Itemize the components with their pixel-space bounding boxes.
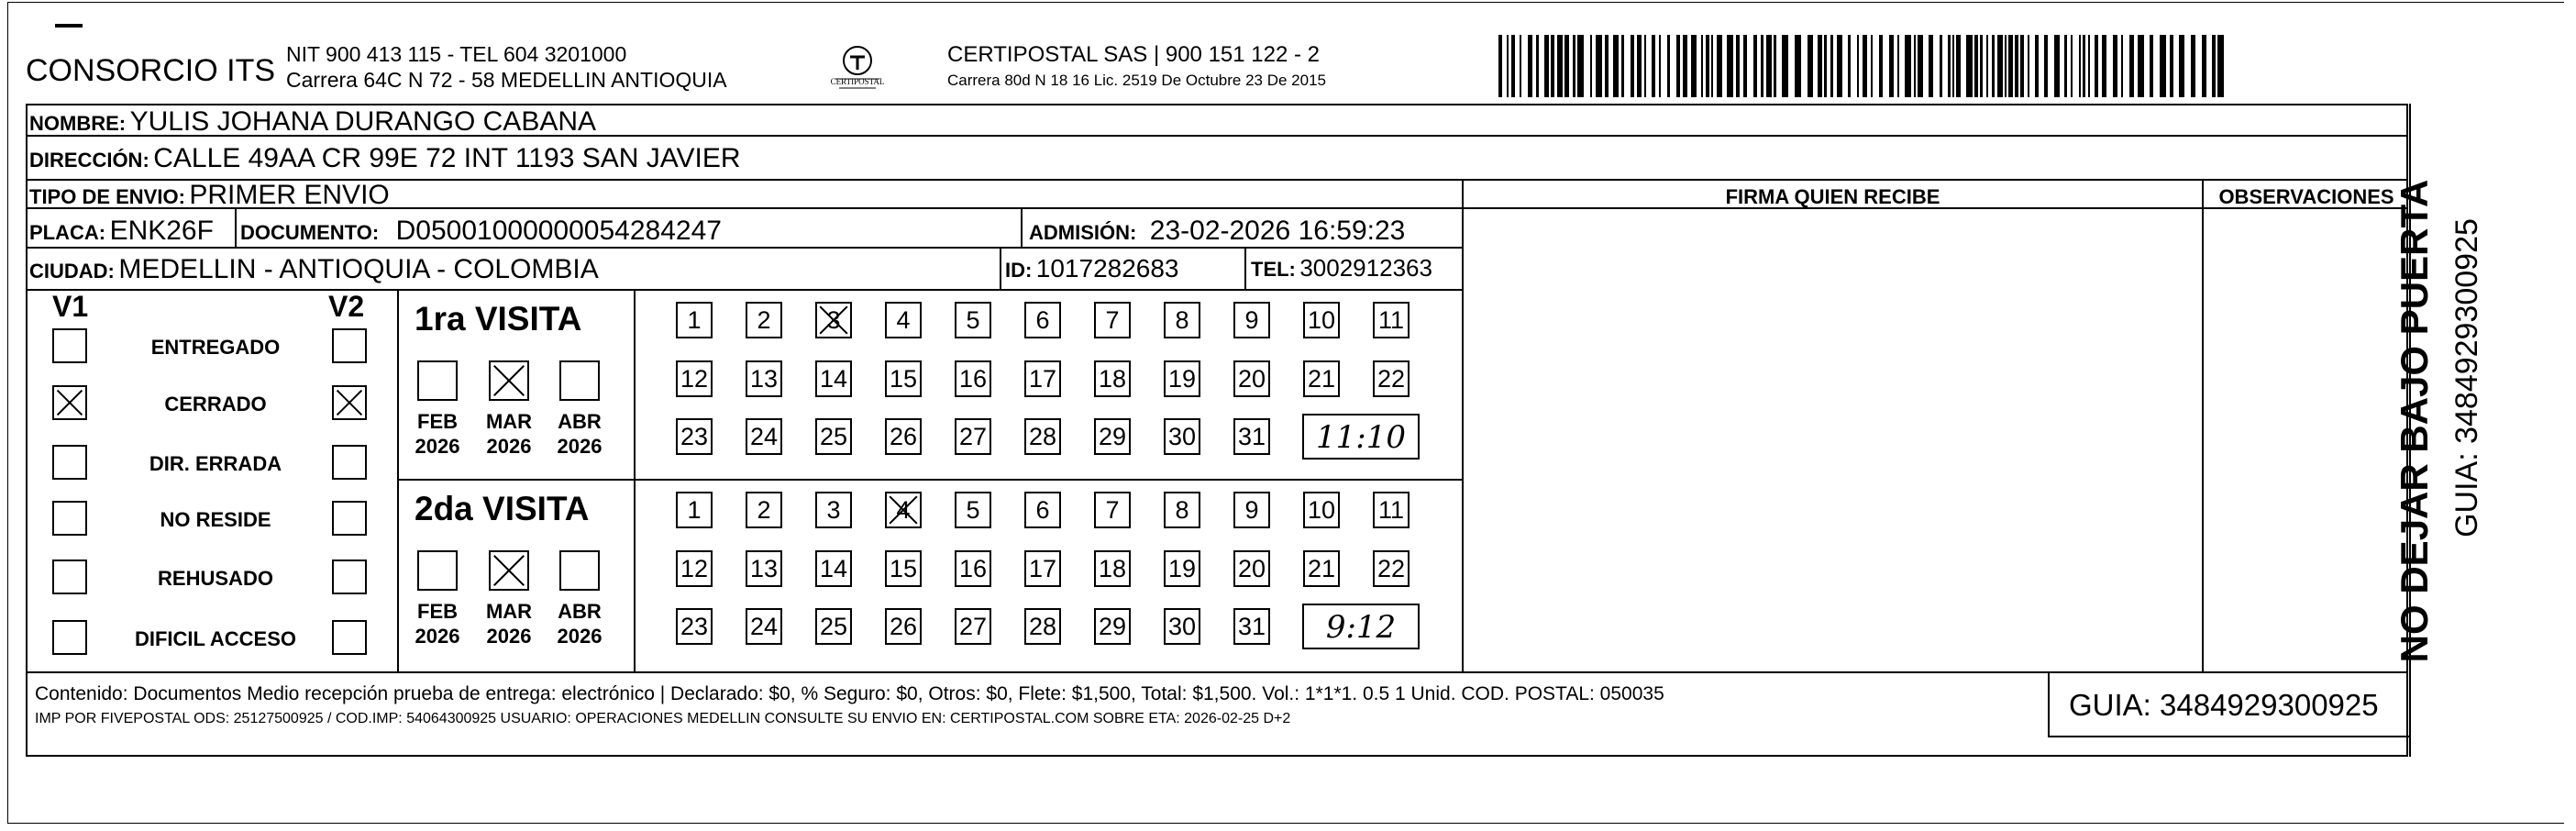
v2-checkbox[interactable] <box>332 501 367 536</box>
barcode-bar <box>1782 35 1788 97</box>
day-checkbox[interactable]: 28 <box>1024 418 1061 455</box>
barcode-bar <box>2121 35 2123 97</box>
bottom-edge <box>7 823 2564 824</box>
month-name: ABR <box>558 410 602 433</box>
barcode-bar <box>1824 35 1827 97</box>
barcode-bar <box>2083 35 2085 97</box>
barcode-bar <box>2020 35 2024 97</box>
month-checkbox[interactable] <box>417 550 458 591</box>
barcode-bar <box>1528 35 1532 97</box>
barcode-bar <box>1952 35 1954 97</box>
barcode-bar <box>2150 35 2153 97</box>
barcode-bar <box>1701 35 1703 97</box>
month-label <box>547 409 612 459</box>
row-line-4 <box>26 247 1464 249</box>
barcode-bar <box>1857 35 1859 97</box>
certipostal-line: CERTIPOSTAL SAS | 900 151 122 - 2 <box>947 42 1320 67</box>
type-value: PRIMER ENVIO <box>189 180 390 210</box>
day-checkbox[interactable]: 10 <box>1303 302 1340 338</box>
barcode-bar <box>1848 35 1851 97</box>
barcode-bar <box>2079 35 2081 97</box>
day-checkbox[interactable]: 15 <box>885 360 922 397</box>
barcode-bar <box>1889 35 1894 97</box>
day-checkbox[interactable]: 4 <box>885 302 922 338</box>
barcode-bar <box>1511 35 1515 97</box>
barcode-bar <box>1577 35 1584 97</box>
day-checkbox[interactable]: 25 <box>815 418 852 455</box>
barcode-bar <box>1761 35 1763 97</box>
sep-tel <box>1244 247 1246 289</box>
visit-title: 1ra VISITA <box>415 300 582 338</box>
barcode-bar <box>1498 35 1502 97</box>
day-checkbox[interactable]: 6 <box>1024 492 1061 528</box>
v1-checkbox[interactable] <box>52 445 87 480</box>
barcode-bar <box>2212 35 2216 97</box>
day-checkbox[interactable]: 3 <box>815 492 852 528</box>
plate-label: PLACA: <box>29 221 106 244</box>
day-checkbox[interactable]: 22 <box>1373 360 1410 397</box>
corner-mark <box>55 24 83 28</box>
barcode-bar <box>1520 35 1521 97</box>
month-year: 2026 <box>486 625 532 648</box>
v1-checkbox[interactable] <box>52 385 87 420</box>
barcode-bar <box>2202 35 2206 97</box>
barcode-bar <box>1573 35 1575 97</box>
sep-admision <box>1021 207 1023 247</box>
id-value: 1017282683 <box>1035 254 1179 283</box>
v2-label: V2 <box>328 290 365 323</box>
day-checkbox[interactable]: 15 <box>885 550 922 587</box>
admission-label: ADMISIÓN: <box>1029 221 1137 244</box>
day-checkbox[interactable]: 2 <box>746 492 782 528</box>
sig-col-line <box>1462 179 1464 672</box>
barcode-bar <box>2035 35 2039 97</box>
day-checkbox[interactable]: 3 <box>815 302 852 338</box>
month-year: 2026 <box>415 625 460 648</box>
license-line: Carrera 80d N 18 16 Lic. 2519 De Octubre 23 De 2015 <box>947 72 1326 89</box>
barcode-bar <box>1613 35 1619 97</box>
day-checkbox[interactable]: 30 <box>1164 418 1200 455</box>
barcode-bar <box>1897 35 1899 97</box>
month-year: 2026 <box>557 435 603 458</box>
barcode-bar <box>2113 35 2117 97</box>
barcode-bar <box>2028 35 2029 97</box>
barcode-bar <box>1605 35 1609 97</box>
side-warning: NO DEJAR BAJO PUERTA <box>2393 179 2436 663</box>
barcode-bar <box>1879 35 1883 97</box>
v2-checkbox[interactable] <box>332 328 367 363</box>
name-label: NOMBRE: <box>29 112 127 135</box>
barcode-bar <box>1564 35 1569 97</box>
barcode-bar <box>2170 35 2173 97</box>
barcode-bar <box>1743 35 1747 97</box>
logo-text: CERTIPOSTAL <box>830 77 885 86</box>
day-checkbox[interactable]: 22 <box>1373 550 1410 587</box>
day-checkbox[interactable]: 7 <box>1094 492 1131 528</box>
obs-col-line <box>2202 179 2204 672</box>
day-checkbox[interactable]: 27 <box>955 608 991 645</box>
barcode-bar <box>1590 35 1592 97</box>
day-checkbox[interactable]: 14 <box>815 550 852 587</box>
day-checkbox[interactable]: 6 <box>1024 302 1061 338</box>
barcode-bar <box>1667 35 1670 97</box>
month-year: 2026 <box>557 625 603 648</box>
signature-header: FIRMA QUIEN RECIBE <box>1725 185 1940 208</box>
v2-checkbox[interactable] <box>332 560 367 594</box>
barcode-bar <box>1956 35 1961 97</box>
barcode-bar <box>1997 35 2003 97</box>
barcode-bar <box>1683 35 1687 97</box>
day-checkbox[interactable]: 29 <box>1094 608 1131 645</box>
admission-value: 23-02-2026 16:59:23 <box>1149 216 1406 246</box>
month-name: FEB <box>417 410 458 433</box>
day-checkbox[interactable]: 13 <box>746 550 782 587</box>
barcode-bar <box>1596 35 1602 97</box>
barcode-bar <box>1736 35 1740 97</box>
barcode-bar <box>1637 35 1642 97</box>
barcode-bar <box>1914 35 1916 97</box>
barcode-bar <box>1966 35 1973 97</box>
month-checkbox[interactable] <box>559 360 600 401</box>
day-checkbox[interactable]: 1 <box>676 302 713 338</box>
barcode-bar <box>2088 35 2090 97</box>
day-checkbox[interactable]: 8 <box>1164 302 1200 338</box>
day-checkbox[interactable]: 23 <box>676 608 713 645</box>
barcode-bar <box>1974 35 1978 97</box>
day-checkbox[interactable]: 9 <box>1233 302 1270 338</box>
day-checkbox[interactable]: 26 <box>885 418 922 455</box>
month-name: MAR <box>485 600 533 623</box>
id-label: ID: <box>1005 259 1033 282</box>
type-label: TIPO DE ENVIO: <box>29 185 185 208</box>
day-checkbox[interactable]: 25 <box>815 608 852 645</box>
barcode-bar <box>1774 35 1776 97</box>
status-label: NO RESIDE <box>160 508 271 531</box>
barcode-bar <box>1659 35 1661 97</box>
barcode-bar <box>1557 35 1563 97</box>
certipostal-logo <box>830 42 885 95</box>
name-value: YULIS JOHANA DURANGO CABANA <box>129 106 597 137</box>
address-value: CALLE 49AA CR 99E 72 INT 1193 SAN JAVIER <box>153 143 741 173</box>
barcode-bar <box>1727 35 1733 97</box>
barcode-bar <box>1905 35 1911 97</box>
v1-checkbox[interactable] <box>52 328 87 363</box>
barcode <box>1498 35 2228 97</box>
city-label: CIUDAD: <box>29 260 115 283</box>
tel-value: 3002912363 <box>1299 254 1432 282</box>
day-checkbox[interactable]: 16 <box>955 360 991 397</box>
barcode-bar <box>1766 35 1772 97</box>
day-checkbox[interactable]: 13 <box>746 360 782 397</box>
barcode-bar <box>2054 35 2060 97</box>
status-label: DIFICIL ACCESO <box>134 627 296 650</box>
barcode-bar <box>1631 35 1634 97</box>
status-label: DIR. ERRADA <box>149 452 282 475</box>
status-label: CERRADO <box>164 393 267 416</box>
v2-checkbox[interactable] <box>332 620 367 655</box>
left-edge <box>7 2 8 823</box>
day-checkbox[interactable]: 28 <box>1024 608 1061 645</box>
barcode-bar <box>1544 35 1549 97</box>
month-checkbox[interactable] <box>417 360 458 401</box>
day-checkbox[interactable]: 16 <box>955 550 991 587</box>
day-checkbox[interactable]: 12 <box>676 360 713 397</box>
day-checkbox[interactable]: 24 <box>746 608 782 645</box>
day-checkbox[interactable]: 17 <box>1024 550 1061 587</box>
day-checkbox[interactable]: 18 <box>1094 550 1131 587</box>
day-checkbox[interactable]: 30 <box>1164 608 1200 645</box>
barcode-bar <box>2102 35 2106 97</box>
barcode-bar <box>1940 35 1942 97</box>
day-checkbox[interactable]: 14 <box>815 360 852 397</box>
barcode-bar <box>1808 35 1813 97</box>
barcode-bar <box>1830 35 1833 97</box>
barcode-bar <box>1948 35 1951 97</box>
visit-title: 2da VISITA <box>415 490 590 527</box>
company-nit: NIT 900 413 115 - TEL 604 3201000 <box>286 42 627 66</box>
month-checkbox[interactable] <box>489 360 529 401</box>
day-checkbox[interactable]: 11 <box>1373 302 1410 338</box>
v1-label: V1 <box>52 290 89 323</box>
city-value: MEDELLIN - ANTIOQUIA - COLOMBIA <box>118 254 599 284</box>
day-checkbox[interactable]: 18 <box>1094 360 1131 397</box>
month-checkbox[interactable] <box>489 550 529 591</box>
top-edge <box>7 2 2564 3</box>
document-value: D05001000000054284247 <box>395 216 722 246</box>
v1-checkbox[interactable] <box>52 620 87 655</box>
barcode-bar <box>1863 35 1867 97</box>
footer-divider <box>2048 671 2050 736</box>
day-checkbox[interactable]: 31 <box>1233 418 1270 455</box>
barcode-bar <box>2129 35 2134 97</box>
month-checkbox[interactable] <box>559 550 600 591</box>
barcode-bar <box>1652 35 1655 97</box>
day-checkbox[interactable]: 17 <box>1024 360 1061 397</box>
day-checkbox[interactable]: 5 <box>955 302 991 338</box>
status-label: ENTREGADO <box>150 336 281 359</box>
day-checkbox[interactable]: 23 <box>676 418 713 455</box>
month-name: ABR <box>558 600 602 623</box>
v1-checkbox[interactable] <box>52 560 87 594</box>
barcode-bar <box>1717 35 1722 97</box>
barcode-bar <box>2015 35 2018 97</box>
barcode-bar <box>1929 35 1933 97</box>
day-checkbox[interactable]: 31 <box>1233 608 1270 645</box>
barcode-bar <box>1871 35 1873 97</box>
barcode-bar <box>1818 35 1822 97</box>
month-label <box>405 599 470 648</box>
footer-imp: IMP POR FIVEPOSTAL ODS: 25127500925 / COD.IMP: 54064300925 USUARIO: OPERACIONES MEDELLIN CONSULTE SU ENVIO EN: CERTIPOSTAL.COM SOBRE ETA: 2026-02-25 D+2 <box>35 711 1291 726</box>
side-guia: GUIA: 3484929300925 <box>2449 218 2484 537</box>
barcode-bar <box>1551 35 1554 97</box>
day-checkbox[interactable]: 20 <box>1233 550 1270 587</box>
barcode-bar <box>1711 35 1713 97</box>
month-label <box>477 599 541 648</box>
day-checkbox[interactable]: 26 <box>885 608 922 645</box>
sep-placa <box>235 207 237 247</box>
footer-content: Contenido: Documentos Medio recepción prueba de entrega: electrónico | Declarado: $0, % Seguro: $0, Otros: $0, Flete: $1,500, Total: $1,500. Vol.: 1*1*1. 0.5 1 Unid. COD. POSTAL: 050035 <box>35 683 1664 704</box>
month-label <box>477 409 541 459</box>
barcode-bar <box>1795 35 1801 97</box>
barcode-bar <box>1753 35 1757 97</box>
day-checkbox[interactable]: 5 <box>955 492 991 528</box>
barcode-bar <box>2160 35 2166 97</box>
day-checkbox[interactable]: 1 <box>676 492 713 528</box>
day-checkbox[interactable]: 20 <box>1233 360 1270 397</box>
document-label: DOCUMENTO: <box>240 221 380 244</box>
barcode-bar <box>1536 35 1539 97</box>
handwritten-time: 9:12 <box>1302 604 1420 649</box>
company-name: CONSORCIO ITS <box>26 53 276 88</box>
day-checkbox[interactable]: 7 <box>1094 302 1131 338</box>
footer-guia-bottom <box>2048 736 2409 737</box>
status-label: REHUSADO <box>158 567 273 590</box>
barcode-bar <box>1691 35 1697 97</box>
v1-checkbox[interactable] <box>52 501 87 536</box>
barcode-bar <box>2191 35 2195 97</box>
barcode-bar <box>2179 35 2184 97</box>
barcode-bar <box>1918 35 1923 97</box>
footer-guia: GUIA: 3484929300925 <box>2069 688 2379 722</box>
barcode-bar <box>2071 35 2073 97</box>
day-checkbox[interactable]: 21 <box>1303 550 1340 587</box>
plate-value: ENK26F <box>109 216 214 246</box>
barcode-bar <box>2064 35 2067 97</box>
day-checkbox[interactable]: 12 <box>676 550 713 587</box>
sep-id <box>1000 247 1001 289</box>
month-year: 2026 <box>415 435 460 458</box>
company-address: Carrera 64C N 72 - 58 MEDELLIN ANTIOQUIA <box>286 68 727 92</box>
barcode-bar <box>2005 35 2007 97</box>
day-checkbox[interactable]: 24 <box>746 418 782 455</box>
barcode-bar <box>1837 35 1842 97</box>
month-year: 2026 <box>486 435 532 458</box>
barcode-bar <box>1986 35 1988 97</box>
row-line-footer <box>26 671 2408 673</box>
handwritten-time: 11:10 <box>1302 414 1420 460</box>
barcode-bar <box>1980 35 1983 97</box>
barcode-bar <box>2138 35 2144 97</box>
barcode-bar <box>2008 35 2013 97</box>
month-name: MAR <box>485 410 533 433</box>
month-name: FEB <box>417 600 458 623</box>
barcode-bar <box>2217 35 2224 97</box>
day-checkbox[interactable]: 4 <box>885 492 922 528</box>
day-checkbox[interactable]: 19 <box>1164 550 1200 587</box>
v2-checkbox[interactable] <box>332 445 367 480</box>
barcode-bar <box>1706 35 1709 97</box>
day-checkbox[interactable]: 27 <box>955 418 991 455</box>
barcode-bar <box>1644 35 1646 97</box>
day-checkbox[interactable]: 2 <box>746 302 782 338</box>
barcode-bar <box>1992 35 1995 97</box>
day-checkbox[interactable]: 21 <box>1303 360 1340 397</box>
day-checkbox[interactable]: 8 <box>1164 492 1200 528</box>
observations-header: OBSERVACIONES <box>2218 185 2394 208</box>
barcode-bar <box>2044 35 2048 97</box>
visit-split-line <box>397 479 1462 481</box>
month-label <box>547 599 612 648</box>
barcode-bar <box>1507 35 1509 97</box>
barcode-bar <box>2095 35 2098 97</box>
day-checkbox[interactable]: 29 <box>1094 418 1131 455</box>
tel-label: TEL: <box>1251 258 1296 281</box>
day-checkbox[interactable]: 19 <box>1164 360 1200 397</box>
day-checkbox[interactable]: 9 <box>1233 492 1270 528</box>
day-checkbox[interactable]: 11 <box>1373 492 1410 528</box>
v2-checkbox[interactable] <box>332 385 367 420</box>
day-checkbox[interactable]: 10 <box>1303 492 1340 528</box>
barcode-bar <box>1676 35 1680 97</box>
barcode-bar <box>1621 35 1624 97</box>
month-label <box>405 409 470 459</box>
row-line-5 <box>26 289 1464 291</box>
address-label: DIRECCIÓN: <box>29 149 149 172</box>
